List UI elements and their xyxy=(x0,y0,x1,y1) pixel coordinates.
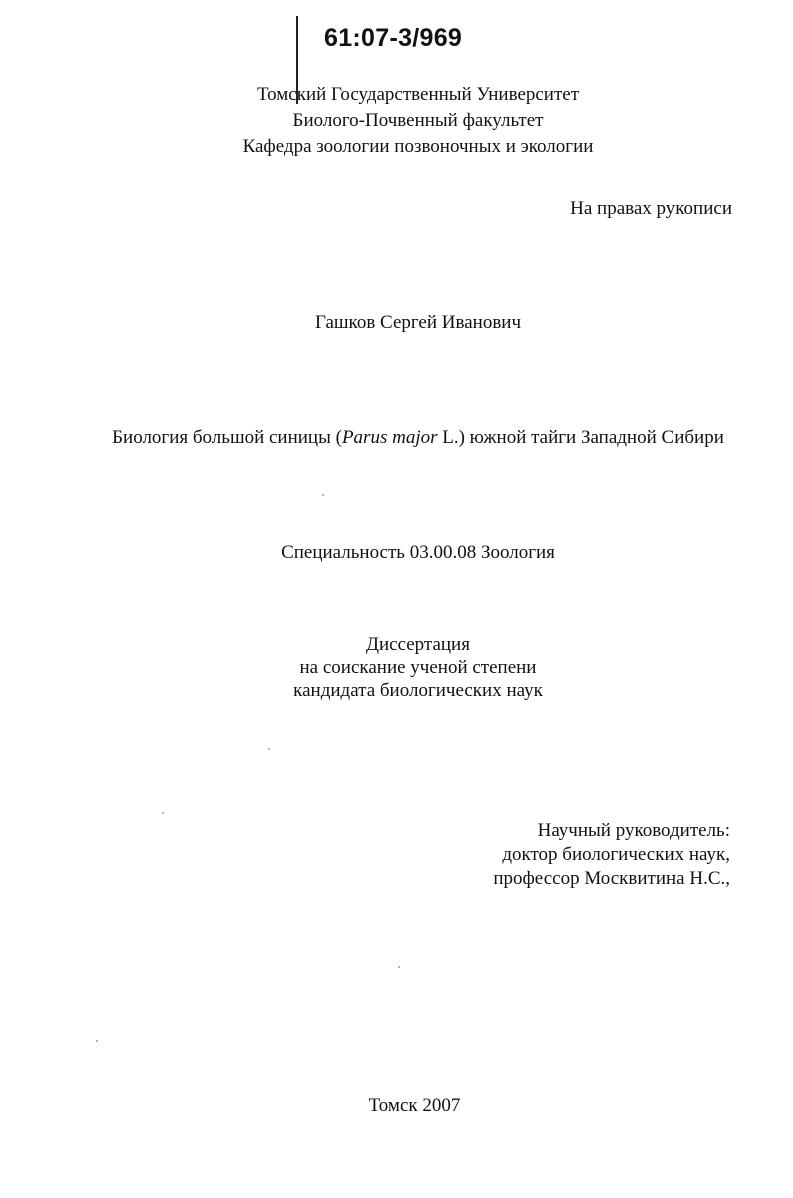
dissertation-title xyxy=(0,427,793,449)
archive-stamp-number: 61:07-3/969 xyxy=(324,24,463,52)
scan-speck xyxy=(268,748,270,750)
title-text-end: L.) южной тайги Западной Сибири xyxy=(437,427,724,448)
department-name: Кафедра зоологии позвоночных и экологии xyxy=(242,136,594,157)
title-text-start: Биология большой синицы ( xyxy=(112,427,342,448)
degree-line-1: Диссертация xyxy=(366,634,470,655)
author-name: Гашков Сергей Иванович xyxy=(314,312,522,333)
place-and-year: Томск 2007 xyxy=(368,1095,461,1116)
supervisor-line-3: профессор Москвитина Н.С., xyxy=(493,868,730,889)
supervisor-block xyxy=(493,819,730,891)
manuscript-rights-note: На правах рукописи xyxy=(570,198,732,219)
specialty-line: Специальность 03.00.08 Зоология xyxy=(281,542,555,563)
degree-statement xyxy=(0,633,793,702)
supervisor-line-1: Научный руководитель: xyxy=(537,820,730,841)
scan-speck xyxy=(398,966,400,968)
scan-speck xyxy=(96,1040,98,1042)
degree-line-3: кандидата биологических наук xyxy=(293,680,543,701)
institution-header xyxy=(0,82,793,160)
scan-speck xyxy=(162,812,164,814)
title-latin-species: Parus major xyxy=(341,427,438,448)
scan-speck xyxy=(322,494,324,496)
university-name: Томский Государственный Университет xyxy=(256,84,580,105)
supervisor-line-2: доктор биологических наук, xyxy=(502,844,730,865)
faculty-name: Биолого-Почвенный факультет xyxy=(292,110,544,131)
degree-line-2: на соискание ученой степени xyxy=(299,657,537,678)
